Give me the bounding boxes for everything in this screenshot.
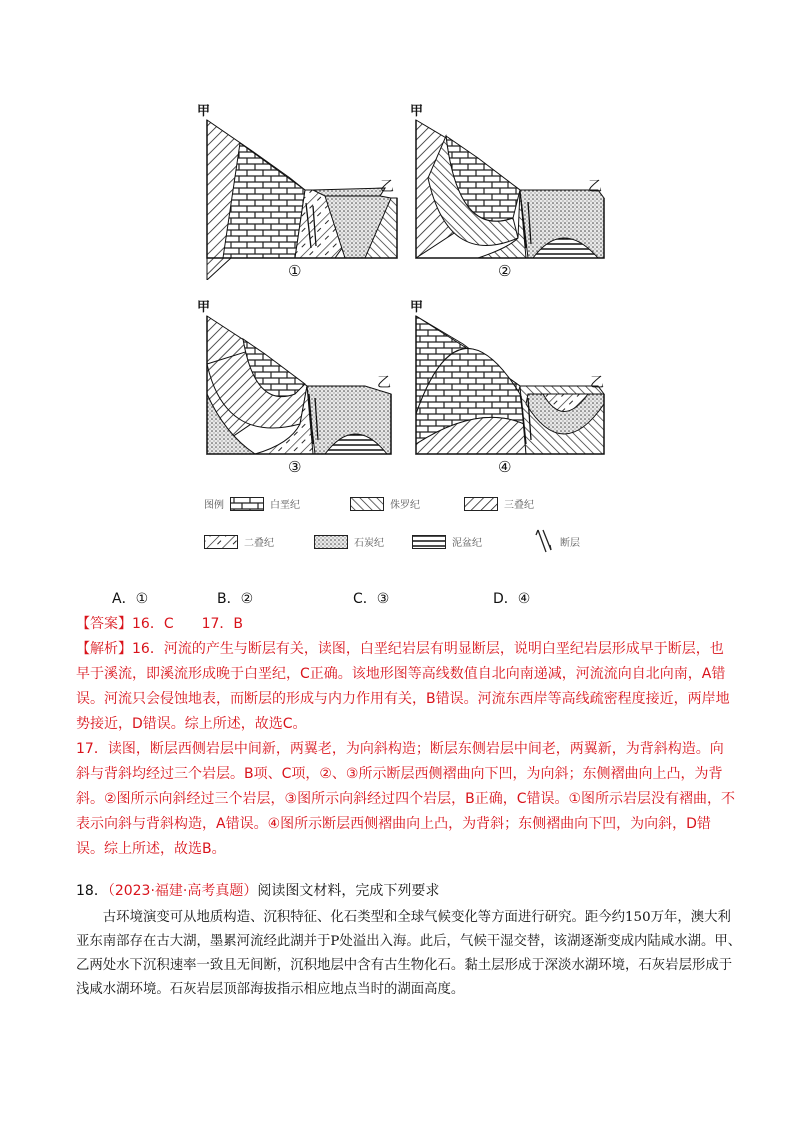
answer-block [76,612,736,862]
label-yi: 乙 [588,179,602,195]
figure-2-diagram [408,98,618,280]
question-source: （2023·福建·高考真题） [107,883,258,899]
answer-line [76,612,736,637]
analysis-16 [76,637,736,737]
legend-swatch-carboniferous [314,535,348,549]
question-number: 18． [76,883,108,899]
legend-swatch-jurassic [350,497,384,511]
figure-1 [195,98,405,280]
legend-swatch-cretaceous [230,497,264,511]
legend-label: 侏罗纪 [390,500,420,511]
label-jia: 甲 [410,104,424,119]
analysis-16-text: 16．河流的产生与断层有关，读图，白垩纪岩层有明显断层，说明白垩纪岩层形成早于断层，也早于溪流，即溪流形成晚于白垩纪，C正确。该地形图等高线数值自北向南递减，河流流向自北向南，A错误。河流只会侵蚀地表，而断层的形成与内力作用有关，B错误。河流东西岸等高线疏密程度接近，两岸地势接近，D错误。综上所述，故选C。 [76,641,730,732]
material-text: 古环境演变可从地质构造、沉积特征、化石类型和全球气候变化等方面进行研究。距今约150万年，澳大利亚东南部存在古大湖，墨累河流经此湖并于P处溢出入海。此后，气候干湿交替，该湖逐渐变成内陆咸水湖。甲、乙两处水下沉积速率一致且无间断，沉积地层中含有古生物化石。黏土层形成于深淡水湖环境，石灰岩层形成于浅咸水湖环境。石灰岩层顶部海拔指示相应地点当时的湖面高度。 [76,910,742,997]
label-jia: 甲 [410,300,424,315]
legend-label: 白垩纪 [270,500,300,511]
legend-swatch-fault [534,528,554,554]
legend-swatch-devonian [412,535,446,549]
answer-text: 16．C 17．B [132,616,244,632]
figure-4-diagram [408,294,618,476]
figure-2 [408,98,618,280]
option-a[interactable]: A．① [112,591,149,607]
option-b[interactable]: B．② [217,591,254,607]
analysis-17: 17．读图，断层西侧岩层中间新，两翼老，为向斜构造；断层东侧岩层中间老，两翼新，为背斜构造。向斜与背斜均经过三个岩层。B项、C项，②、③所示断层西侧褶曲向下凹，为向斜；东侧褶曲向上凸，为背斜。②图所示向斜经过三个岩层，③图所示向斜经过四个岩层，B正确，C错误。①图所示岩层没有褶曲，不表示向斜与背斜构造，A错误。④图所示断层西侧褶曲向上凸，为背斜；东侧褶曲向下凹，为向斜，D错误。综上所述，故选B。 [76,741,736,857]
question-18 [76,880,439,900]
label-jia: 甲 [197,104,211,119]
label-yi: 乙 [377,375,391,391]
label-yi: 乙 [380,179,394,195]
legend-label: 三叠纪 [504,500,534,511]
legend-swatch-triassic [464,497,498,511]
figure-number: ④ [498,458,512,476]
question-prompt: 阅读图文材料，完成下列要求 [257,883,440,899]
figure-3-diagram [195,294,405,476]
legend-label: 石炭纪 [354,538,384,549]
option-c[interactable]: C．③ [353,591,390,607]
figure-number: ② [498,262,512,280]
legend-title: 图例 [204,500,224,511]
figure-number: ③ [288,458,302,476]
figure-4 [408,294,618,476]
figure-1-diagram [195,98,405,280]
legend-swatch-permian [204,535,238,549]
analysis-label: 【解析】 [76,641,132,657]
answer-label: 【答案】 [76,616,132,632]
label-jia: 甲 [197,300,211,315]
legend-label: 二叠纪 [244,538,274,549]
option-d[interactable]: D．④ [493,591,531,607]
figure-3 [195,294,405,476]
legend [200,494,620,564]
label-yi: 乙 [590,375,604,391]
legend-label: 泥盆纪 [452,538,482,549]
legend-label: 断层 [560,537,580,549]
figure-number: ① [288,262,302,280]
